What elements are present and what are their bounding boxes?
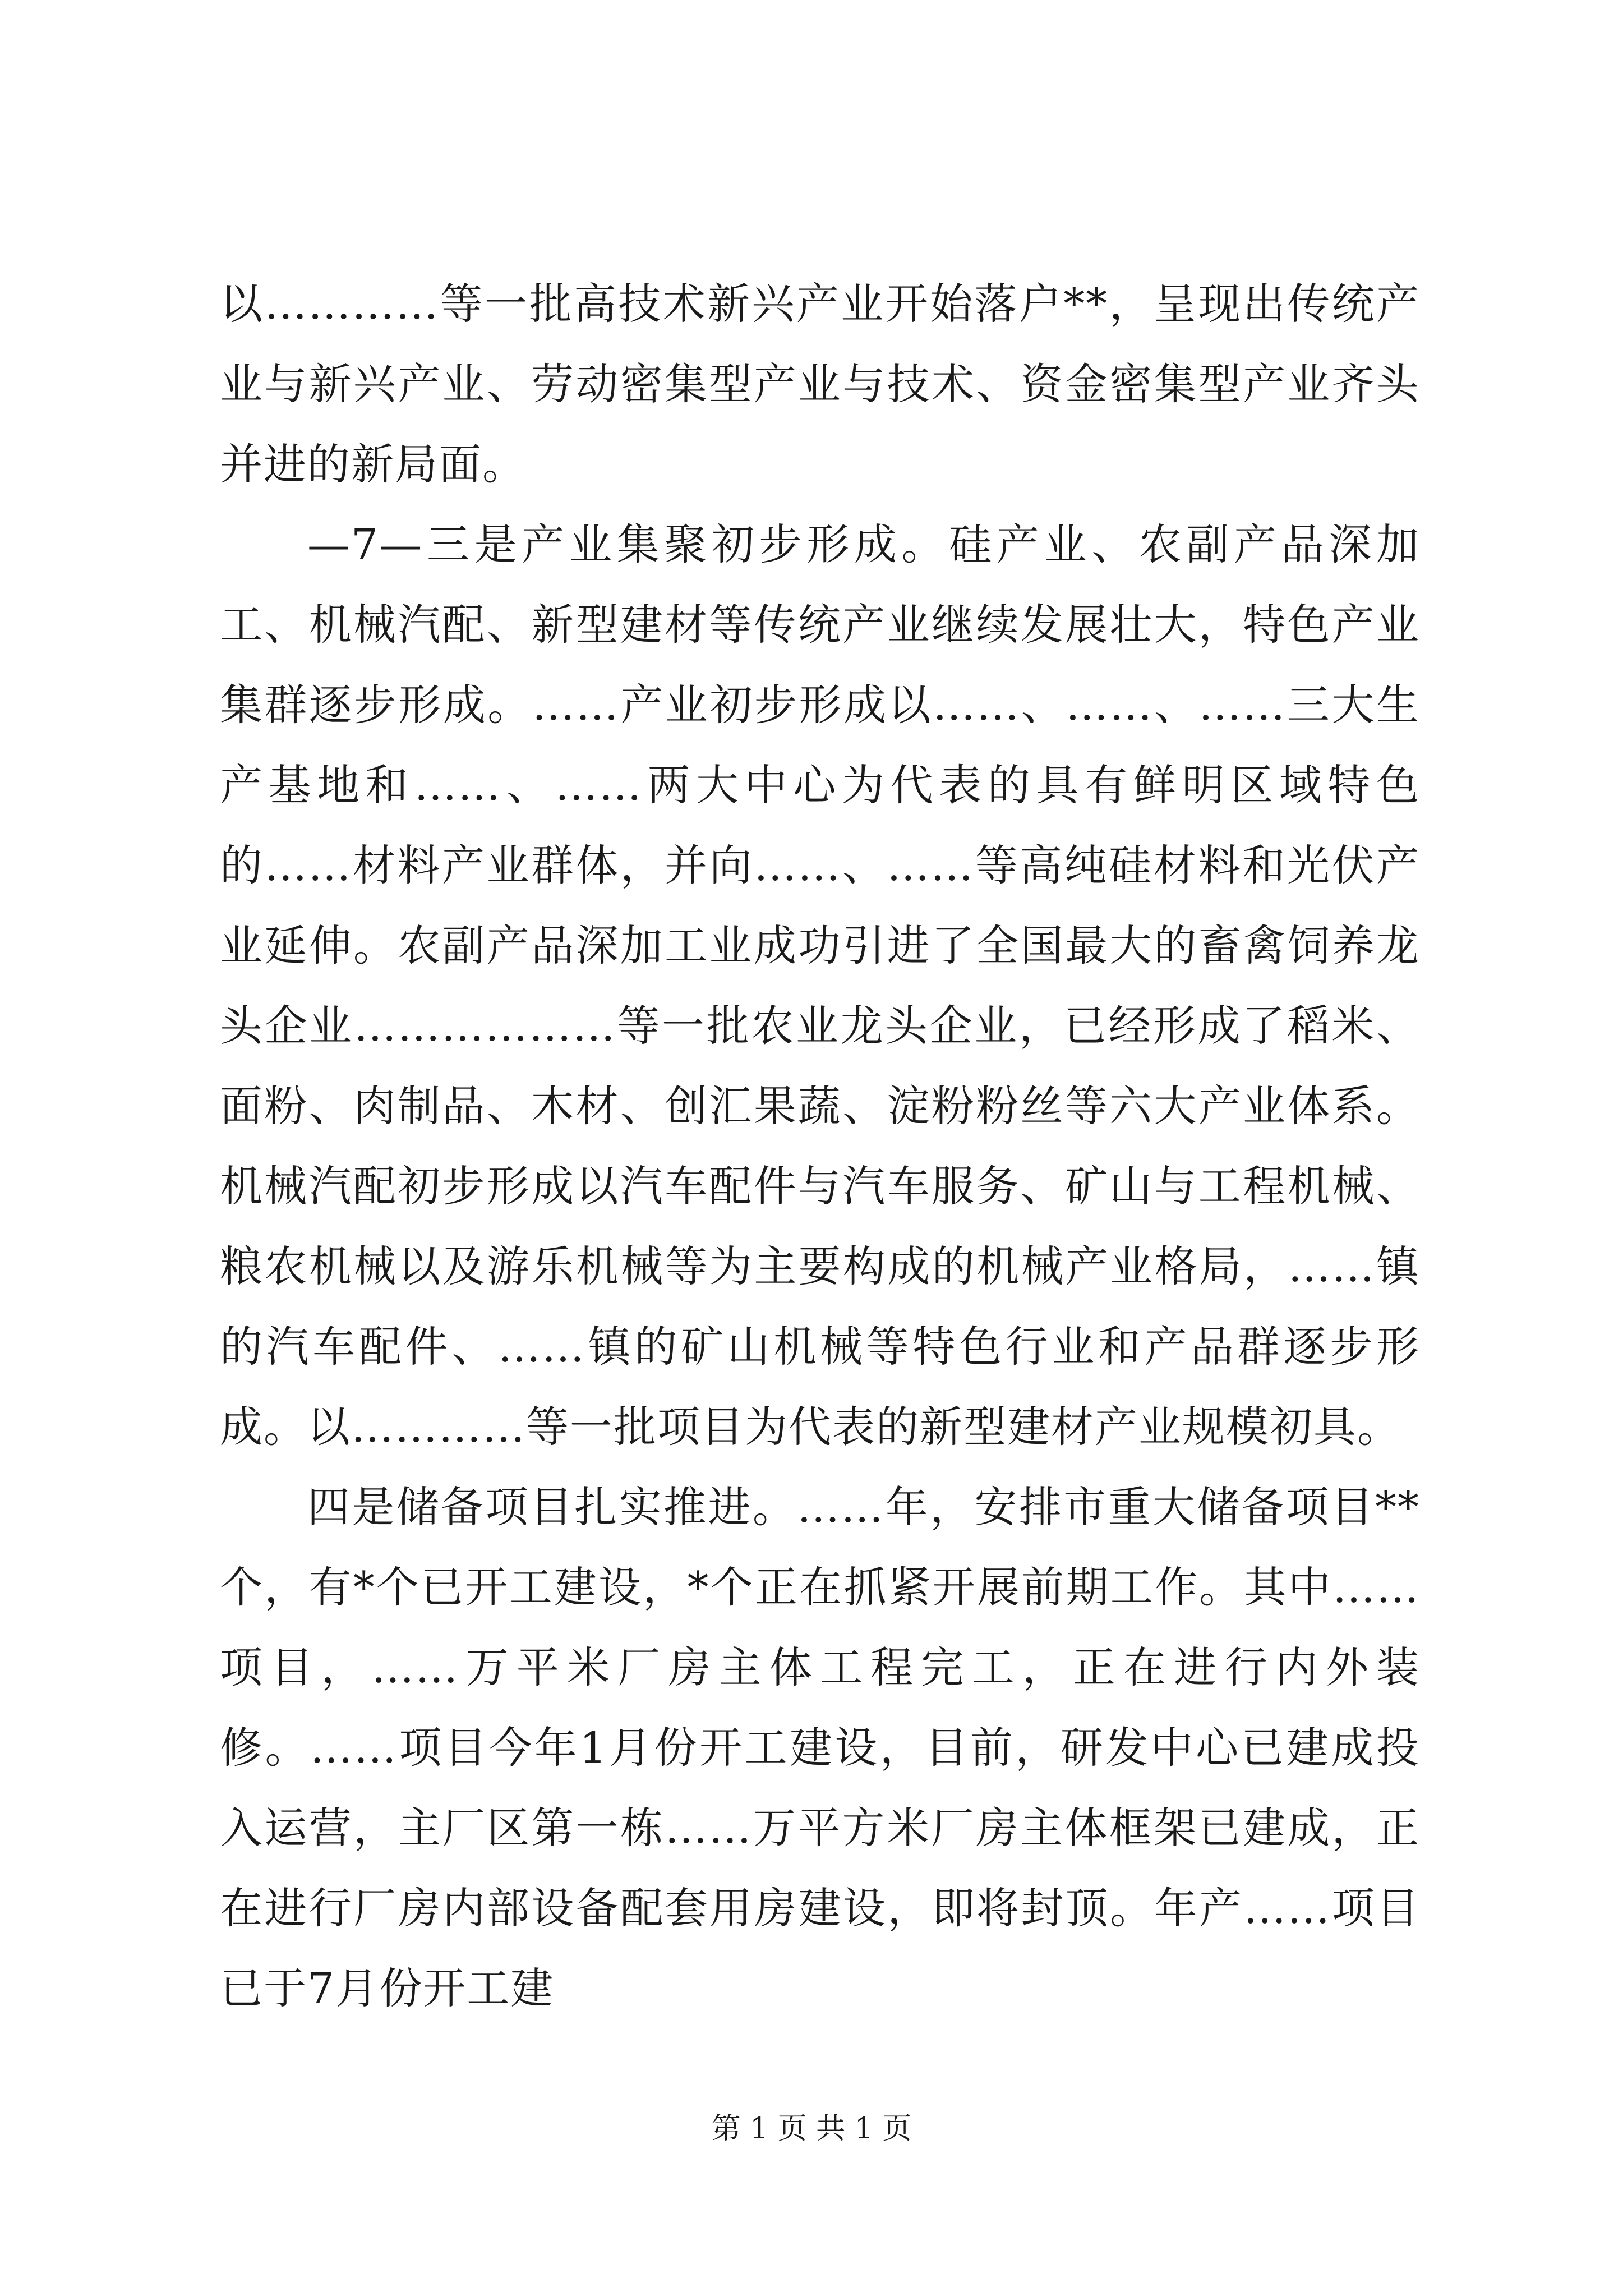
- paragraph-1: 以…………等一批高技术新兴产业开始落户**，呈现出传统产业与新兴产业、劳动密集型产业与技术、资金密集型产业齐头并进的新局面。: [220, 279, 1420, 489]
- document-body: [220, 264, 1420, 2028]
- paragraph-2: —7—三是产业集聚初步形成。硅产业、农副产品深加工、机械汽配、新型建材等传统产业继续发展壮大，特色产业集群逐步形成。……产业初步形成以……、……、……三大生产基地和……、……两大中心为代表的具有鲜明区域特色的……材料产业群体，并向……、……等高纯硅材料和光伏产业延伸。农副产品深加工业成功引进了全国最大的畜禽饲养龙头企业………………等一批农业龙头企业，已经形成了稻米、面粉、肉制品、木材、创汇果蔬、淀粉粉丝等六大产业体系。机械汽配初步形成以汽车配件与汽车服务、矿山与工程机械、粮农机械以及游乐机械等为主要构成的机械产业格局，……镇的汽车配件、……镇的矿山机械等特色行业和产品群逐步形成。以…………等一批项目为代表的新型建材产业规模初具。: [220, 519, 1420, 1452]
- page-footer: 第 1 页 共 1 页: [711, 2112, 912, 2146]
- paragraph-3: 四是储备项目扎实推进。……年，安排市重大储备项目**个，有*个已开工建设，*个正在抓紧开展前期工作。其中……项目，……万平米厂房主体工程完工，正在进行内外装修。……项目今年1月份开工建设，目前，研发中心已建成投入运营，主厂区第一栋……万平方米厂房主体框架已建成，正在进行厂房内部设备配套用房建设，即将封顶。年产……项目已于7月份开工建: [220, 1482, 1420, 2013]
